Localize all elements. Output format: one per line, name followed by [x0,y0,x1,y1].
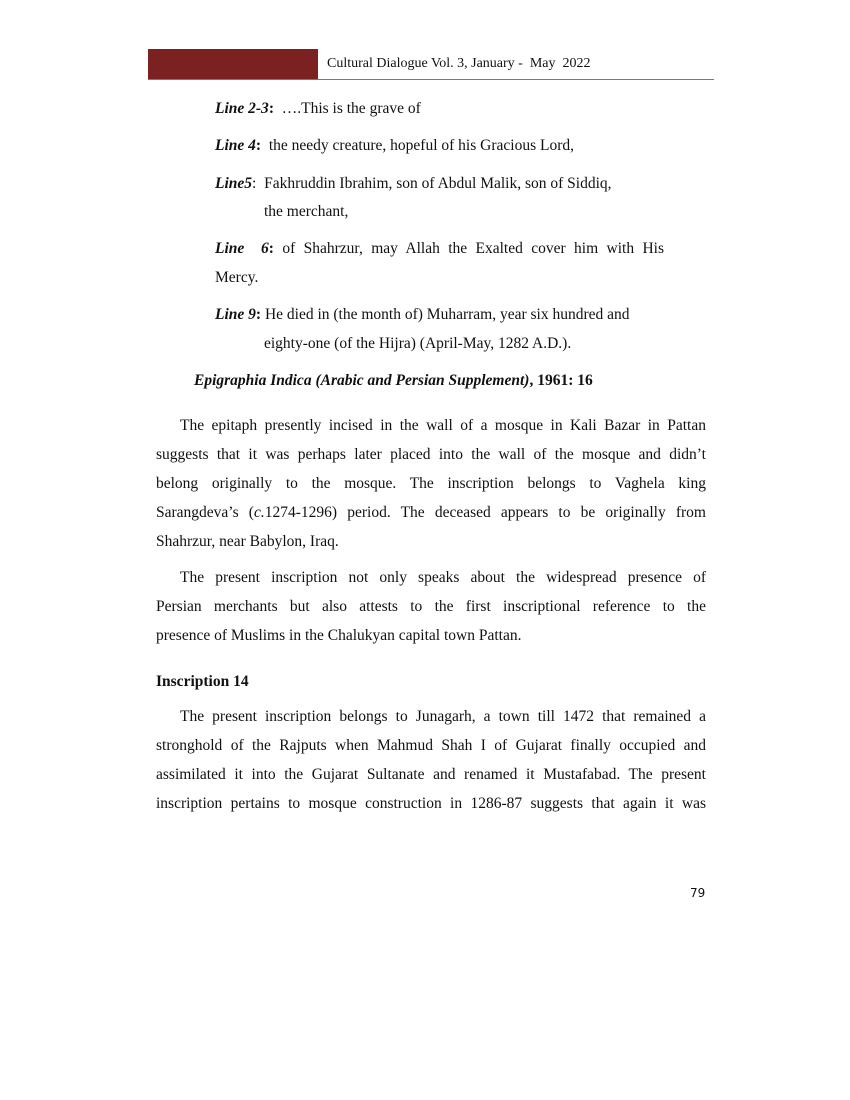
translation-line [215,175,612,193]
translation-line [215,100,421,118]
translation-line [215,240,664,258]
line-label: Line 4 [215,137,256,154]
page-number: 79 [690,886,706,900]
paragraph-line: Persian merchants but also attests to the first inscriptional reference to the [156,598,706,615]
line-label: Line 9 [215,306,256,323]
line-text: of Shahrzur, may Allah the Exalted cover him with His [273,240,664,257]
line-text: the needy creature, hopeful of his Gracious Lord, [261,137,574,154]
paragraph-line [156,504,706,524]
line-continuation: eighty-one (of the Hijra) (April-May, 1282 A.D.). [264,335,572,352]
journal-title: Cultural Dialogue Vol. 3, January - May 2022 [327,56,591,71]
line-label: Line 6 [215,240,269,257]
paragraph-line: suggests that it was perhaps later placed into the wall of the mosque and didn’t [156,446,706,463]
citation [194,372,593,390]
running-header [148,49,714,80]
paragraph-line: The epitaph presently incised in the wall of a mosque in Kali Bazar in Pattan [180,417,706,434]
paragraph-line: assimilated it into the Gujarat Sultanate and renamed it Mustafabad. The present [156,766,706,783]
line-colon: : [252,175,257,192]
line-continuation: the merchant, [264,203,349,220]
paragraph-line: belong originally to the mosque. The inscription belongs to Vaghela king [156,475,706,492]
paragraph-line: The present inscription belongs to Junagarh, a town till 1472 that remained a [180,708,706,725]
line-label: Line5 [215,175,253,192]
citation-rest: , 1961: 16 [529,372,593,389]
translation-line [215,137,574,155]
paragraph-line: stronghold of the Rajputs when Mahmud Shah I of Gujarat finally occupied and [156,737,706,754]
header-color-bar [148,49,318,79]
text-run: Sarangdeva’s ( [156,504,254,521]
line-label: Line 2-3 [215,100,269,117]
text-run: 1274-1296) period. The deceased appears to be originally from [264,504,706,521]
line-colon: : [255,137,262,154]
line-colon: : [268,240,274,257]
paragraph-line: Shahrzur, near Babylon, Iraq. [156,533,339,550]
translation-line [215,306,630,324]
line-text: Fakhruddin Ibrahim, son of Abdul Malik, son of Siddiq, [256,175,612,192]
circa-abbrev: c. [253,504,265,521]
section-heading: Inscription 14 [156,673,249,690]
line-text: ….This is the grave of [273,100,421,117]
paragraph-line: The present inscription not only speaks about the widespread presence of [180,569,706,586]
line-colon: : [268,100,274,117]
paragraph-line: inscription pertains to mosque construction in 1286-87 suggests that again it was [156,795,706,812]
paragraph-line: presence of Muslims in the Chalukyan capital town Pattan. [156,627,522,644]
line-continuation: Mercy. [215,269,259,286]
line-text: He died in (the month of) Muharram, year six hundred and [261,306,630,323]
line-colon: : [255,306,262,323]
citation-title: Epigraphia Indica (Arabic and Persian Supplement) [194,372,530,389]
